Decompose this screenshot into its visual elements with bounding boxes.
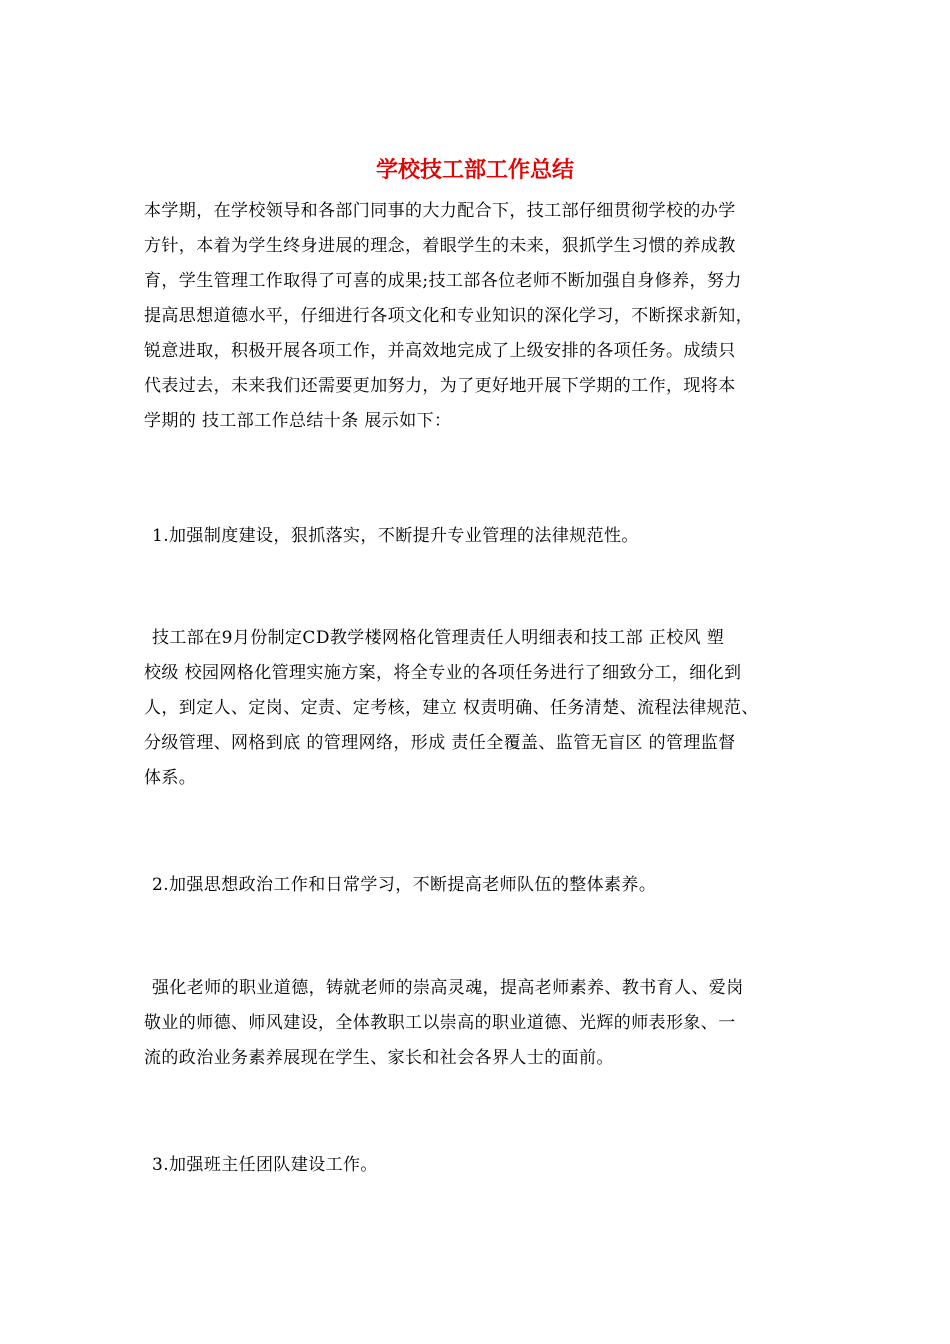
section-body-line: 敬业的师德、师风建设，全体教职工以崇高的职业道德、光辉的师表形象、一 — [144, 1013, 736, 1033]
intro-line: 代表过去，未来我们还需要更加努力，为了更好地开展下学期的工作，现将本 — [144, 376, 736, 396]
section-body-line: 技工部在9月份制定CD教学楼网格化管理责任人明细表和技工部 正校风 塑 — [152, 628, 725, 648]
section-heading: 3.加强班主任团队建设工作。 — [152, 1155, 378, 1175]
document-title: 学校技工部工作总结 — [375, 157, 574, 183]
section-body-line: 流的政治业务素养展现在学生、家长和社会各界人士的面前。 — [144, 1048, 614, 1068]
section-body-line: 强化老师的职业道德，铸就老师的崇高灵魂，提高老师素养、教书育人、爱岗 — [152, 978, 744, 998]
intro-line: 方针，本着为学生终身进展的理念，着眼学生的未来，狠抓学生习惯的养成教 — [144, 236, 736, 256]
section-heading: 2.加强思想政治工作和日常学习，不断提高老师队伍的整体素养。 — [152, 875, 657, 895]
intro-line: 育，学生管理工作取得了可喜的成果;技工部各位老师不断加强自身修养，努力 — [144, 271, 742, 291]
section-heading: 1.加强制度建设，狠抓落实，不断提升专业管理的法律规范性。 — [152, 526, 639, 546]
section-body-line: 体系。 — [144, 768, 197, 788]
section-body-line: 人，到定人、定岗、定责、定考核，建立 权责明确、任务清楚、流程法律规范、 — [144, 698, 759, 718]
intro-line: 锐意进取，积极开展各项工作，并高效地完成了上级安排的各项任务。成绩只 — [144, 341, 736, 361]
section-body-line: 校级 校园网格化管理实施方案，将全专业的各项任务进行了细致分工，细化到 — [144, 663, 742, 683]
intro-line: 学期的 技工部工作总结十条 展示如下： — [144, 411, 452, 431]
intro-line: 提高思想道德水平，仔细进行各项文化和专业知识的深化学习，不断探求新知， — [144, 306, 753, 326]
intro-line: 本学期，在学校领导和各部门同事的大力配合下，技工部仔细贯彻学校的办学 — [144, 201, 736, 221]
section-body-line: 分级管理、网格到底 的管理网络，形成 责任全覆盖、监管无盲区 的管理监督 — [144, 733, 736, 753]
